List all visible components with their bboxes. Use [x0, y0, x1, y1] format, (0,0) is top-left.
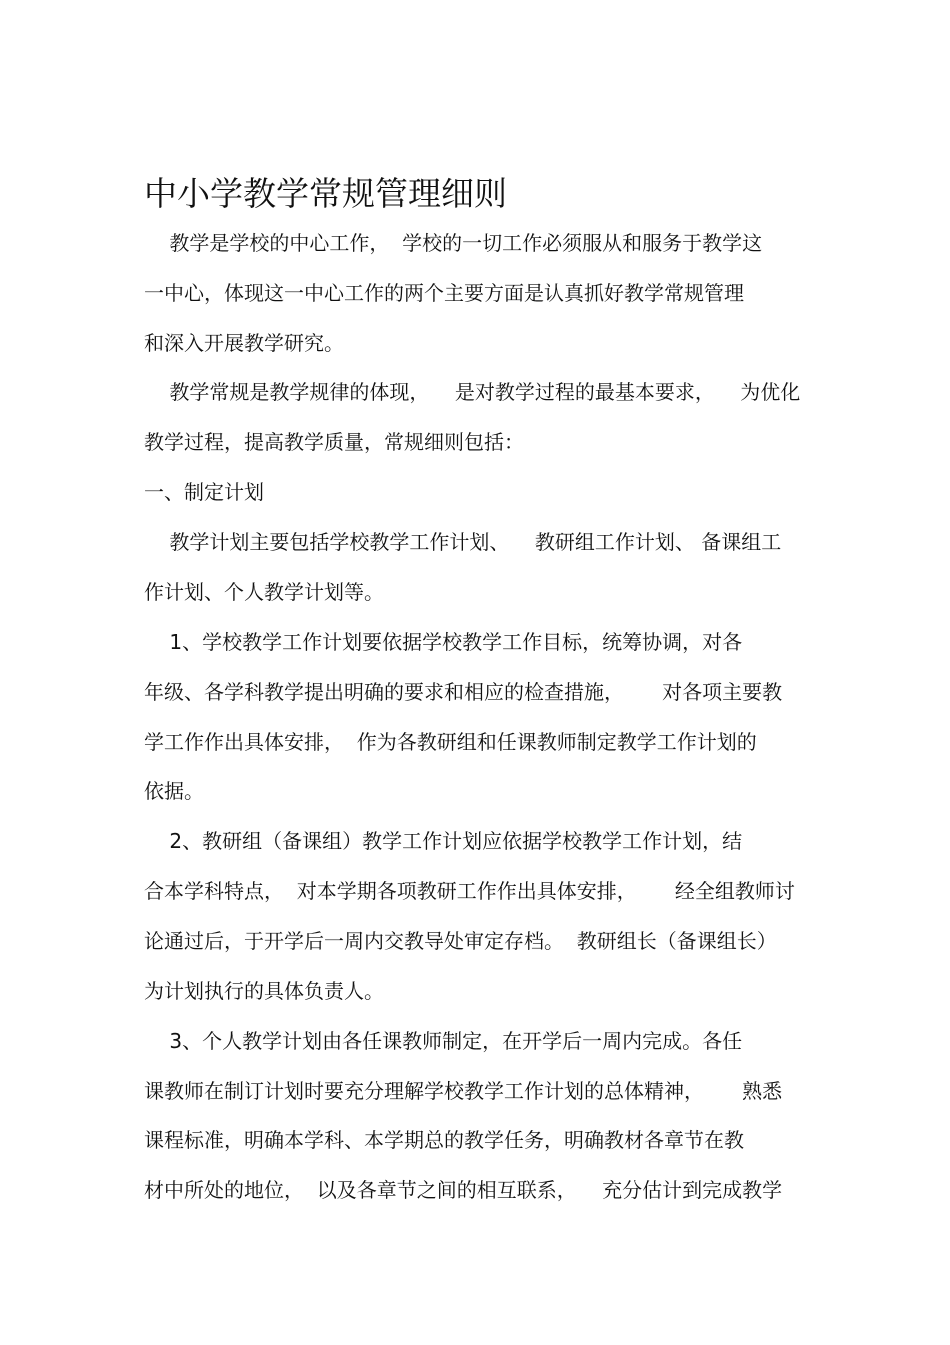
text-line: 教学常规是教学规律的体现， 是对教学过程的最基本要求， 为优化 — [144, 380, 801, 404]
text-line: 年级、各学科教学提出明确的要求和相应的检查措施， 对各项主要教 — [144, 680, 783, 704]
text-line: 2、教研组（备课组）教学工作计划应依据学校教学工作计划，结 — [144, 829, 743, 853]
text-line: 一中心，体现这一中心工作的两个主要方面是认真抓好教学常规管理 — [144, 281, 744, 305]
text-line: 学工作作出具体安排， 作为各教研组和任课教师制定教学工作计划的 — [144, 730, 757, 754]
text-line: 教学计划主要包括学校教学工作计划、 教研组工作计划、 备课组工 — [144, 530, 782, 554]
text-line: 为计划执行的具体负责人。 — [144, 979, 384, 1003]
section-heading: 一、制定计划 — [144, 480, 264, 504]
text-line: 1、学校教学工作计划要依据学校教学工作目标，统筹协调，对各 — [144, 630, 743, 654]
text-line: 教学过程，提高教学质量，常规细则包括： — [144, 430, 524, 454]
text-line: 教学是学校的中心工作， 学校的一切工作必须服从和服务于教学这 — [144, 231, 763, 255]
text-line: 作计划、个人教学计划等。 — [144, 580, 384, 604]
text-line: 和深入开展教学研究。 — [144, 331, 344, 355]
text-line: 合本学科特点， 对本学期各项教研工作作出具体安排， 经全组教师讨 — [144, 879, 795, 903]
text-line: 课教师在制订计划时要充分理解学校教学工作计划的总体精神， 熟悉 — [144, 1079, 783, 1103]
text-line: 3、个人教学计划由各任课教师制定，在开学后一周内完成。各任 — [144, 1029, 743, 1053]
document-title: 中小学教学常规管理细则 — [144, 174, 507, 213]
text-line: 材中所处的地位， 以及各章节之间的相互联系， 充分估计到完成教学 — [144, 1178, 783, 1202]
text-line: 课程标准，明确本学科、本学期总的教学任务，明确教材各章节在教 — [144, 1128, 744, 1152]
text-line: 论通过后，于开学后一周内交教导处审定存档。 教研组长（备课组长） — [144, 929, 777, 953]
text-line: 依据。 — [144, 779, 204, 803]
